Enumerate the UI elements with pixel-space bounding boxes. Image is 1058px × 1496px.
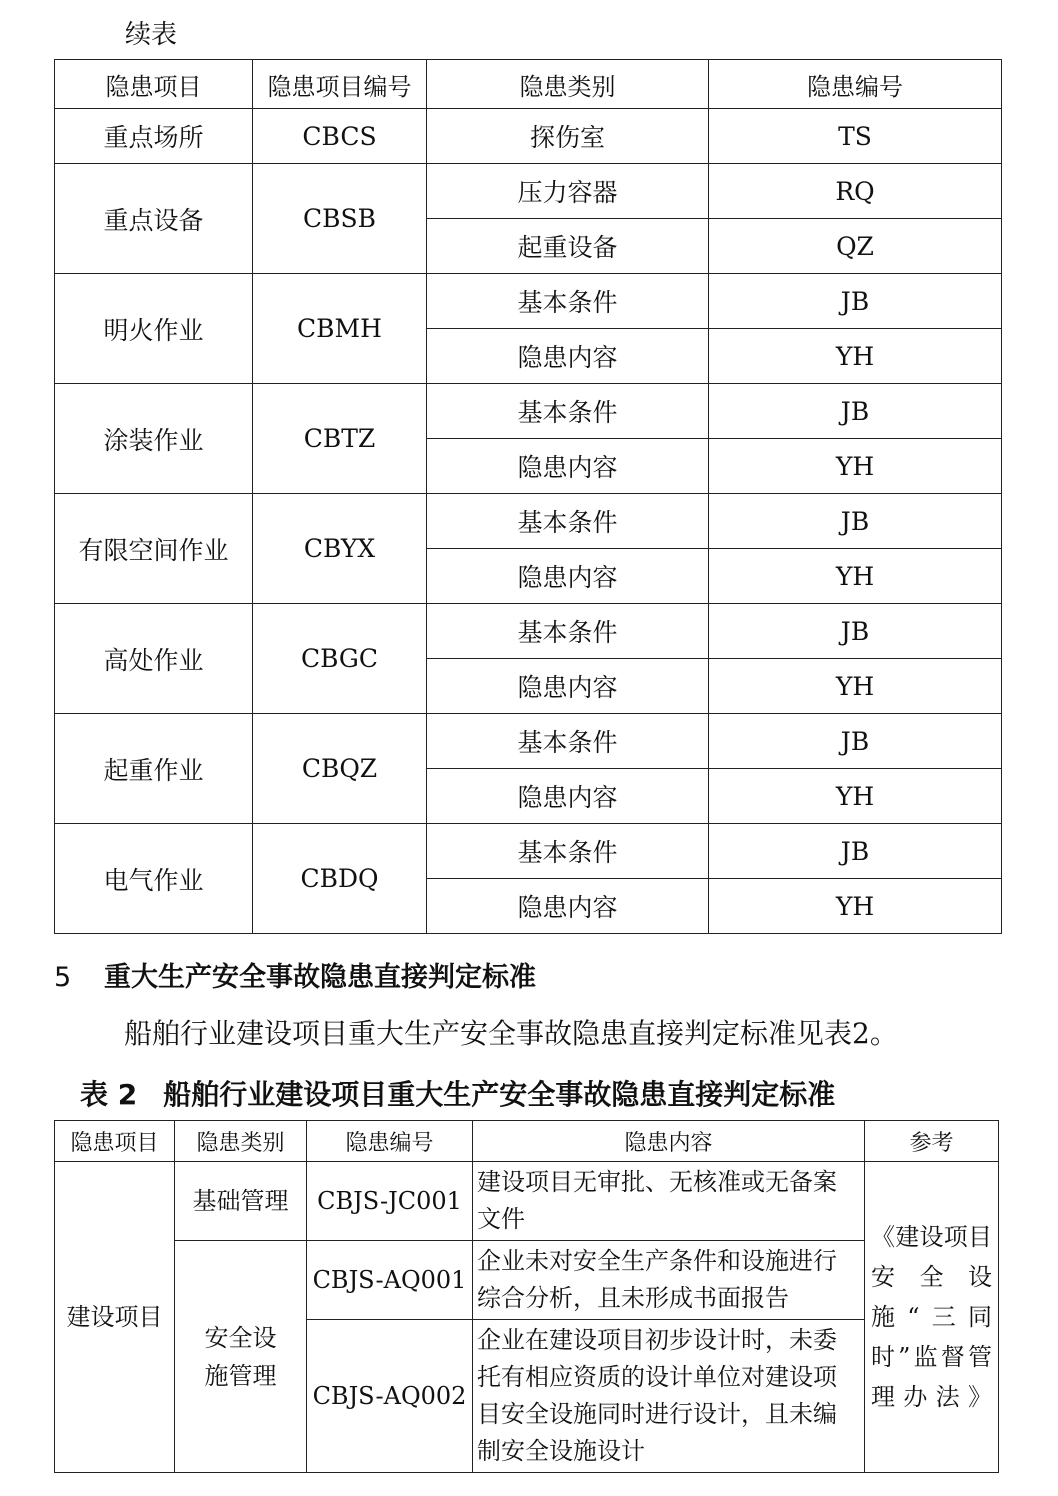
content-cell: 建设项目无审批、无核准或无备案文件 [473, 1162, 865, 1241]
section-title: 重大生产安全事故隐患直接判定标准 [104, 962, 536, 993]
table-header-row [55, 1121, 999, 1162]
project-cell: 电气作业 [55, 824, 253, 934]
number-cell: QZ [709, 219, 1002, 274]
table-row [55, 109, 1002, 164]
number-cell: CBJS-JC001 [307, 1162, 473, 1241]
number-cell: RQ [709, 164, 1002, 219]
table-row [55, 604, 1002, 659]
number-cell: YH [709, 879, 1002, 934]
number-cell: YH [709, 329, 1002, 384]
header-cell: 隐患类别 [175, 1121, 307, 1162]
table2-caption [80, 1073, 835, 1113]
table-row [55, 714, 1002, 769]
table-header-row [55, 60, 1002, 109]
category-cell: 基础管理 [175, 1162, 307, 1241]
table-row [55, 274, 1002, 329]
category-cell: 安全设施管理 [175, 1241, 307, 1473]
table2-title: 船舶行业建设项目重大生产安全事故隐患直接判定标准 [163, 1078, 836, 1111]
project-cell: 有限空间作业 [55, 494, 253, 604]
project-cell: 明火作业 [55, 274, 253, 384]
project-code-cell: CBSB [253, 164, 427, 274]
number-cell: YH [709, 549, 1002, 604]
content-cell: 企业在建设项目初步设计时，未委托有相应资质的设计单位对建设项目安全设施同时进行设计，且未编制安全设施设计 [473, 1320, 865, 1473]
project-code-cell: CBMH [253, 274, 427, 384]
number-cell: JB [709, 604, 1002, 659]
content-cell: 企业未对安全生产条件和设施进行综合分析，且未形成书面报告 [473, 1241, 865, 1320]
header-cell: 参考 [865, 1121, 999, 1162]
project-cell: 重点设备 [55, 164, 253, 274]
category-cell: 隐患内容 [427, 329, 709, 384]
category-cell: 隐患内容 [427, 549, 709, 604]
number-cell: YH [709, 769, 1002, 824]
header-cell: 隐患项目 [55, 1121, 175, 1162]
category-cell: 基本条件 [427, 384, 709, 439]
category-cell: 基本条件 [427, 274, 709, 329]
category-cell: 隐患内容 [427, 769, 709, 824]
header-cell: 隐患项目 [55, 60, 253, 109]
category-cell: 隐患内容 [427, 659, 709, 714]
header-cell: 隐患内容 [473, 1121, 865, 1162]
number-cell: CBJS-AQ002 [307, 1320, 473, 1473]
category-cell: 起重设备 [427, 219, 709, 274]
category-cell: 隐患内容 [427, 879, 709, 934]
body-paragraph: 船舶行业建设项目重大生产安全事故隐患直接判定标准见表2。 [124, 1017, 898, 1050]
project-code-cell: CBQZ [253, 714, 427, 824]
table-row [55, 824, 1002, 879]
number-cell: YH [709, 659, 1002, 714]
category-cell: 基本条件 [427, 604, 709, 659]
category-cell: 基本条件 [427, 714, 709, 769]
table-row [55, 164, 1002, 219]
number-cell: JB [709, 824, 1002, 879]
project-cell: 起重作业 [55, 714, 253, 824]
project-cell: 涂装作业 [55, 384, 253, 494]
category-cell: 基本条件 [427, 824, 709, 879]
category-cell: 基本条件 [427, 494, 709, 549]
table-row [55, 384, 1002, 439]
section-heading [54, 955, 536, 994]
header-cell: 隐患编号 [307, 1121, 473, 1162]
table-row [55, 1241, 999, 1320]
number-cell: JB [709, 494, 1002, 549]
hazard-criteria-table [54, 1120, 999, 1473]
number-cell: CBJS-AQ001 [307, 1241, 473, 1320]
table2-label: 表 2 [80, 1078, 138, 1111]
header-cell: 隐患类别 [427, 60, 709, 109]
category-cell: 探伤室 [427, 109, 709, 164]
number-cell: TS [709, 109, 1002, 164]
project-code-cell: CBDQ [253, 824, 427, 934]
number-cell: YH [709, 439, 1002, 494]
number-cell: JB [709, 714, 1002, 769]
header-cell: 隐患编号 [709, 60, 1002, 109]
table-row [55, 1162, 999, 1241]
hazard-code-table [54, 59, 1002, 934]
continued-label: 续表 [125, 20, 178, 50]
project-code-cell: CBYX [253, 494, 427, 604]
header-cell: 隐患项目编号 [253, 60, 427, 109]
project-code-cell: CBTZ [253, 384, 427, 494]
section-number: 5 [54, 962, 72, 993]
project-code-cell: CBGC [253, 604, 427, 714]
reference-cell: 《建设项目安全设施“三同时”监督管理办法》 [865, 1162, 999, 1473]
project-cell: 重点场所 [55, 109, 253, 164]
project-cell: 建设项目 [55, 1162, 175, 1473]
category-cell: 压力容器 [427, 164, 709, 219]
number-cell: JB [709, 384, 1002, 439]
number-cell: JB [709, 274, 1002, 329]
category-cell: 隐患内容 [427, 439, 709, 494]
project-cell: 高处作业 [55, 604, 253, 714]
table-row [55, 494, 1002, 549]
project-code-cell: CBCS [253, 109, 427, 164]
